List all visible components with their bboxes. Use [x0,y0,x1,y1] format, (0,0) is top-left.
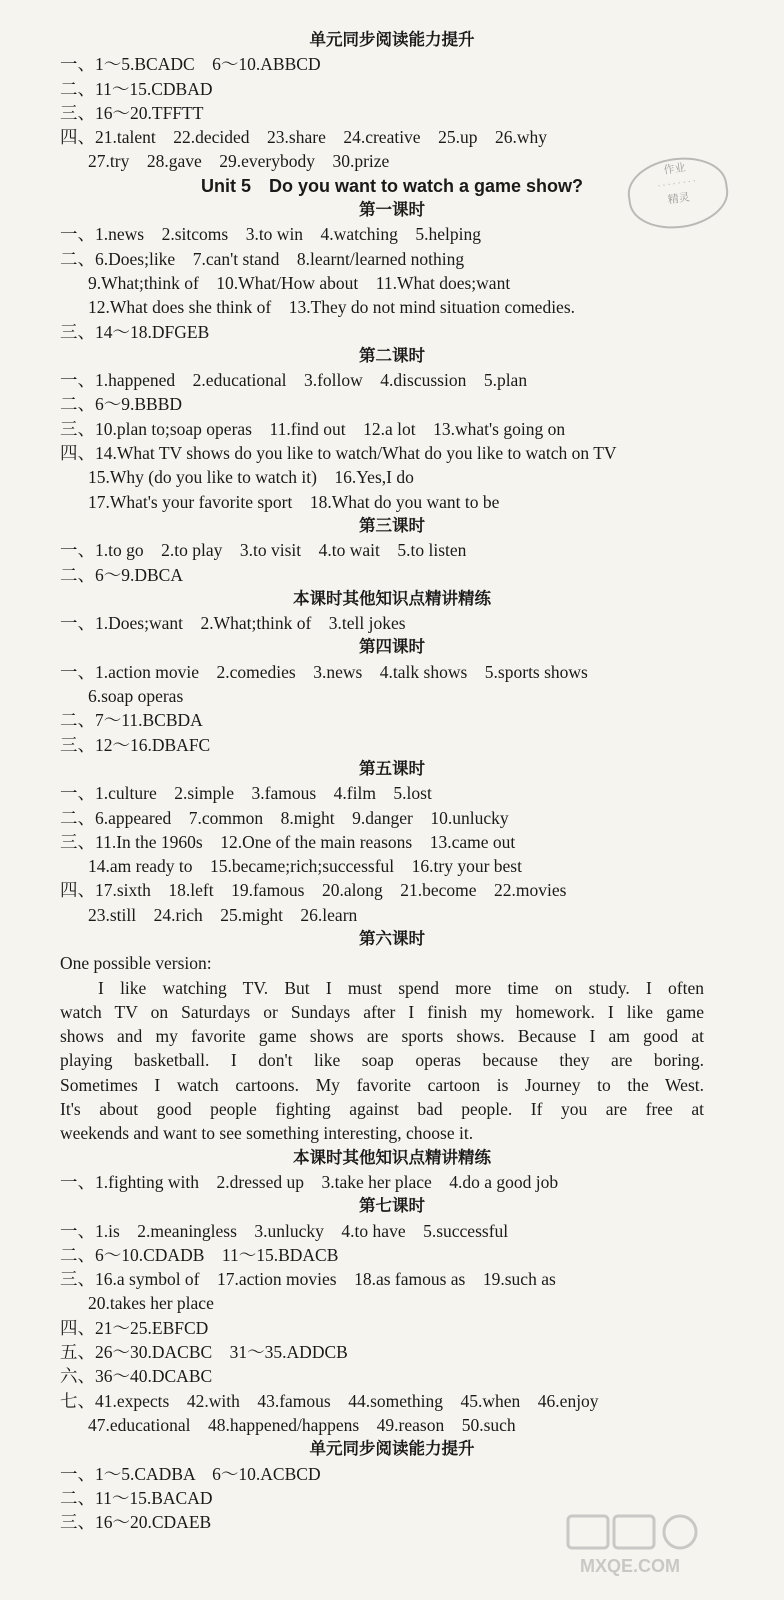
answer-line: 二、6.Does;like 7.can't stand 8.learnt/learned nothing [60,248,465,269]
stamp-text-top: 作业 [662,160,687,177]
answer-line: 一、1.culture 2.simple 3.famous 4.film 5.lost [60,783,432,804]
watermark-logo [560,1510,760,1580]
answer-line: 二、7～11.BCBDA [60,710,203,731]
section-heading: 第六课时 [359,928,425,948]
answer-line: 二、6～10.CDADB 11～15.BDACB [60,1244,339,1265]
answer-line: 一、1～5.BCADC 6～10.ABBCD [60,54,321,75]
section-heading: 第三课时 [359,515,425,535]
section-heading: 第四课时 [359,637,425,657]
answer-line-continued: 9.What;think of 10.What/How about 11.What does;want [88,272,511,293]
answer-line: 三、16～20.TFFTT [60,102,204,123]
answer-line: 五、26～30.DACBC 31～35.ADDCB [60,1342,348,1363]
section-heading: 本课时其他知识点精讲精练 [293,1147,491,1167]
essay-line: Sometimes I watch cartoons. My favorite cartoon is Journey to the West. [60,1074,704,1095]
essay-line: I like watching TV. But I must spend more time on study. I often [98,977,704,998]
answer-line-continued: 15.Why (do you like to watch it) 16.Yes,I do [88,467,414,488]
answer-line: 六、36～40.DCABC [60,1366,213,1387]
answer-line: 二、11～15.BACAD [60,1487,213,1508]
answer-line-continued: 20.takes her place [88,1293,214,1314]
essay-line: It's about good people fighting against bad people. If you are free at [60,1099,704,1120]
answer-line-continued: 27.try 28.gave 29.everybody 30.prize [88,151,390,172]
answer-line: 一、1.is 2.meaningless 3.unlucky 4.to have 5.successful [60,1220,509,1241]
essay-line: weekends and want to see something interesting, choose it. [60,1123,474,1144]
answer-line: 一、1.news 2.sitcoms 3.to win 4.watching 5.helping [60,224,481,245]
answer-line: 一、1.fighting with 2.dressed up 3.take her place 4.do a good job [60,1171,559,1192]
answer-line: 三、16～20.CDAEB [60,1512,212,1533]
answer-line: 四、14.What TV shows do you like to watch/What do you like to watch on TV [60,443,617,464]
answer-line: 七、41.expects 42.with 43.famous 44.something 45.when 46.enjoy [60,1390,599,1411]
answer-line: 一、1.Does;want 2.What;think of 3.tell jokes [60,613,406,634]
homework-stamp: 作业 · · · · · · · · 精灵 [624,151,733,234]
section-heading: 第七课时 [359,1196,425,1216]
answer-key [0,28,784,1534]
answer-line-continued: 47.educational 48.happened/happens 49.reason 50.such [88,1414,516,1435]
answer-line: 三、12～16.DBAFC [60,734,211,755]
answer-line: 一、1.action movie 2.comedies 3.news 4.talk shows 5.sports shows [60,661,588,682]
stamp-text-bottom: 精灵 [666,190,691,207]
answer-line-continued: 12.What does she think of 13.They do not mind situation comedies. [88,297,576,318]
answer-line: 三、14～18.DFGEB [60,321,210,342]
answer-line: 二、6.appeared 7.common 8.might 9.danger 10.unlucky [60,807,509,828]
section-heading: 单元同步阅读能力提升 [309,1439,475,1459]
answer-line: 三、16.a symbol of 17.action movies 18.as famous as 19.such as [60,1269,556,1290]
essay-line: playing basketball. I don't like soap operas because they are boring. [60,1050,704,1071]
svg-text:MXQE.COM: MXQE.COM [580,1556,681,1576]
answer-line-continued: 14.am ready to 15.became;rich;successful 16.try your best [88,856,522,877]
answer-line: 一、1～5.CADBA 6～10.ACBCD [60,1463,321,1484]
section-heading: 单元同步阅读能力提升 [309,30,475,49]
essay-line: shows and my favorite game shows are sports shows. Because I am good at [60,1026,704,1047]
answer-line: 二、6～9.BBBD [60,394,183,415]
section-heading: 第二课时 [359,345,425,365]
answer-line-continued: 17.What's your favorite sport 18.What do you want to be [88,491,500,512]
answer-line-continued: 23.still 24.rich 25.might 26.learn [88,904,358,925]
section-heading: 第五课时 [359,758,425,778]
section-heading: 第一课时 [359,200,425,220]
answer-line: One possible version: [60,953,212,974]
section-heading: 本课时其他知识点精讲精练 [293,588,491,608]
answer-line: 四、21～25.EBFCD [60,1317,209,1338]
answer-line: 三、11.In the 1960s 12.One of the main reasons 13.came out [60,831,516,852]
answer-line-continued: 6.soap operas [88,686,184,707]
essay-line: watch TV on Saturdays or Sundays after I finish my homework. I like game [60,1001,704,1022]
answer-line: 三、10.plan to;soap operas 11.find out 12.a lot 13.what's going on [60,418,566,439]
answer-line: 一、1.happened 2.educational 3.follow 4.discussion 5.plan [60,370,528,391]
answer-line: 二、11～15.CDBAD [60,78,213,99]
unit-title: Unit 5 Do you want to watch a game show? [200,175,584,196]
answer-line: 二、6～9.DBCA [60,564,183,585]
answer-line: 四、21.talent 22.decided 23.share 24.creative 25.up 26.why [60,127,547,148]
answer-line: 四、17.sixth 18.left 19.famous 20.along 21.become 22.movies [60,880,567,901]
answer-line: 一、1.to go 2.to play 3.to visit 4.to wait 5.to listen [60,540,467,561]
